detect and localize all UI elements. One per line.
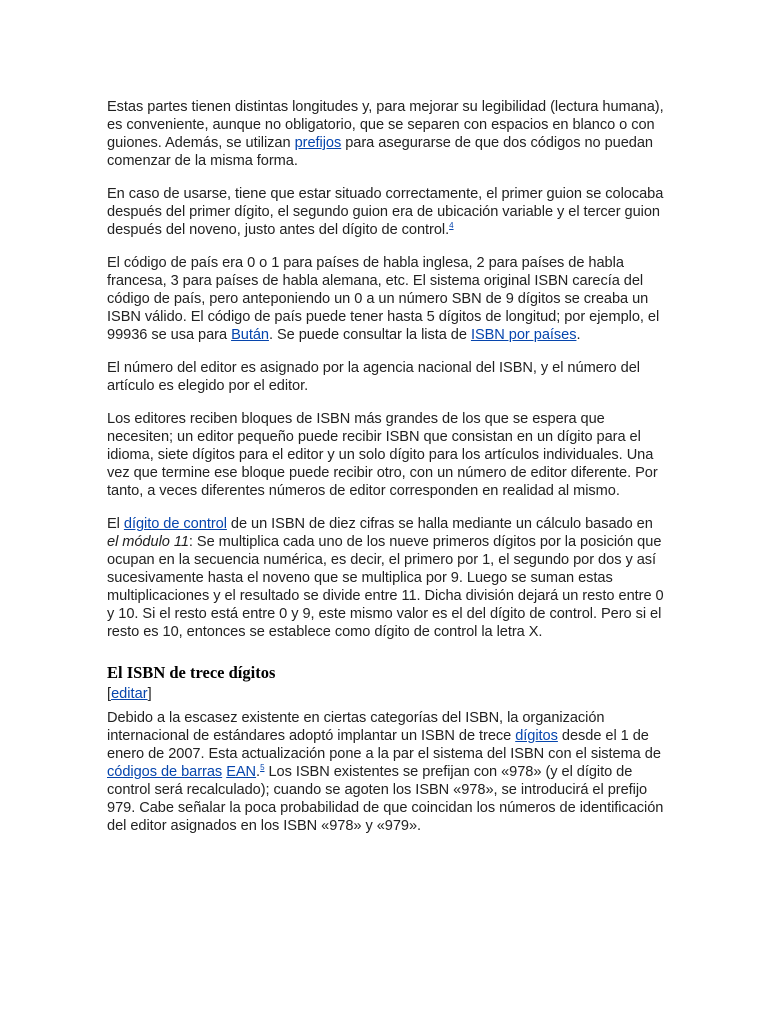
text: desde el 1 de enero de 2007. Esta actualización pone a la par el sistema del ISBN con el sistema de <box>107 728 661 762</box>
text: Estas partes tienen distintas longitudes y, para mejorar su legibilidad (lectura humana), es conveniente, aunque no obligatorio, que se separen con espacios en blanco o con guiones. Además, se utilizan <box>107 99 664 151</box>
link-codigos-de-barras[interactable]: códigos de barras <box>107 764 223 780</box>
text: Debido a la escasez existente en ciertas categorías del ISBN, la organización internacional de estándares adoptó implantar un ISBN de trece <box>107 710 605 744</box>
link-ean[interactable]: EAN <box>226 764 257 780</box>
emphasis-modulo-11: el módulo 11 <box>107 534 189 550</box>
section-edit <box>107 685 667 703</box>
paragraph-prefixes <box>107 98 667 170</box>
text: de un ISBN de diez cifras se halla mediante un cálculo basado en <box>226 516 653 532</box>
text: para asegurarse de que dos códigos no puedan comenzar de la misma forma. <box>107 135 653 169</box>
text: En caso de usarse, tiene que estar situado correctamente, el primer guion se colocaba después del primer dígito, el segundo guion era de ubicación variable y el tercer guion después del noveno, justo antes del dígito de control. <box>107 186 664 238</box>
text: Los editores reciben bloques de ISBN más grandes de los que se espera que necesiten; un editor pequeño puede recibir ISBN que consistan en un dígito para el idioma, siete dígitos para el editor y un solo dígito para los artículos individuales. Una vez que termine ese bloque puede recibir otro, con un número de editor diferente. Por tanto, a veces diferentes números de editor corresponden en realidad al mismo. <box>107 411 658 499</box>
paragraph-thirteen-digits <box>107 709 667 835</box>
reference-link-4[interactable]: 4 <box>449 221 454 231</box>
section-heading: El ISBN de trece dígitos <box>107 663 276 682</box>
link-digitos[interactable]: dígitos <box>515 728 558 744</box>
text: . <box>576 327 581 343</box>
paragraph-publisher-number <box>107 359 667 395</box>
link-digito-de-control[interactable]: dígito de control <box>123 516 227 532</box>
text: El código de país era 0 o 1 para países de habla inglesa, 2 para países de habla francesa, 3 para países de habla alemana, etc. El sistema original ISBN carecía del código de país, pero anteponiendo un 0 a un número SBN de 9 dígitos se creaba un ISBN válido. El código de país puede tener hasta 5 dígitos de longitud; por ejemplo, el 99936 se usa para <box>107 255 660 343</box>
reference-link-5[interactable]: 5 <box>260 763 265 773</box>
text: : Se multiplica cada uno de los nueve primeros dígitos por la posición que ocupan en la secuencia numérica, es decir, el primero por 1, el segundo por dos y así sucesivamente hasta el noveno que se multiplica por 9. Luego se suman estas multiplicaciones y el resultado se divide entre 11. Dicha división dejará un resto entre 0 y 10. Si el resto está entre 0 y 9, este mismo valor es el del dígito de control. Pero si el resto es 10, entonces se establece como dígito de control la letra X. <box>107 534 664 640</box>
link-prefijos[interactable]: prefijos <box>294 135 342 151</box>
text: El <box>107 516 124 532</box>
paragraph-country-code <box>107 254 667 344</box>
link-butan[interactable]: Bután <box>231 327 269 343</box>
reference-4 <box>449 221 453 230</box>
text: El número del editor es asignado por la agencia nacional del ISBN, y el número del artículo es elegido por el editor. <box>107 360 640 394</box>
text: . Se puede consultar la lista de <box>268 327 471 343</box>
paragraph-publisher-blocks <box>107 410 667 500</box>
edit-link[interactable]: editar <box>111 686 148 702</box>
text: . <box>256 764 261 780</box>
bracket-close: ] <box>147 686 152 702</box>
article-body <box>107 98 667 850</box>
paragraph-check-digit <box>107 515 667 641</box>
text: Los ISBN existentes se prefijan con «978» (y el dígito de control será recalculado); cuando se agoten los ISBN «978», se introducirá el prefijo 979. Cabe señalar la poca probabilidad de que coincidan los números de identificación del editor asignados en los ISBN «978» y «979». <box>107 764 664 834</box>
link-isbn-por-paises[interactable]: ISBN por países <box>470 327 577 343</box>
paragraph-hyphens <box>107 185 667 239</box>
bracket-open: [ <box>107 686 112 702</box>
